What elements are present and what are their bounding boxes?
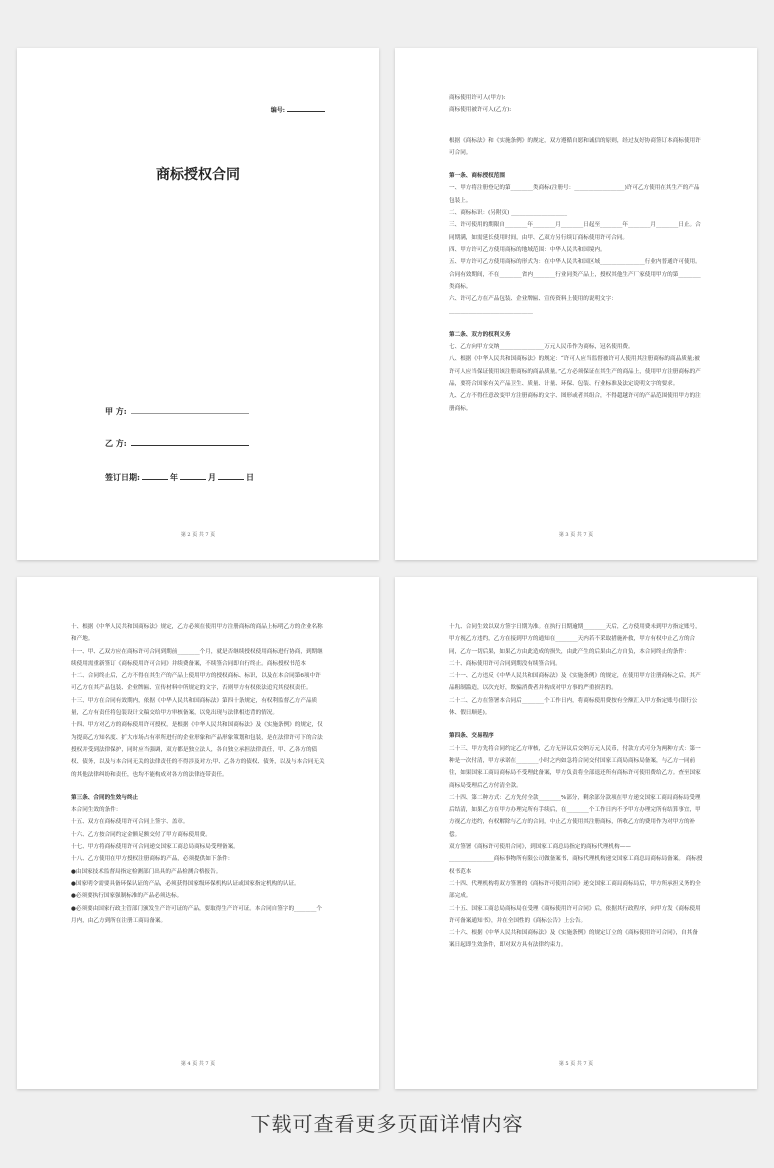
contract-page-3 <box>395 48 757 560</box>
paragraph: 七、乙方向甲方交纳________________万元人民币作为商标，冠名使用费。 <box>449 344 634 351</box>
page-body <box>71 621 325 927</box>
party-a-field: 甲 方: <box>105 406 249 417</box>
page-body <box>449 621 703 952</box>
paragraph: ●国家明令需要具备环保认证的产品，必须获得国家级环保机构认证或国家指定机构的认证。 <box>71 880 300 887</box>
paragraph: 二十三、甲方先将合同约定乙方审核，乙方无异议后交纳万元人民币，付款方式可分为两种方式：第一种是一次付清，甲方承诺在________小时之内如急将合同交付国家工商局商标局备案，与乙方一同前往，如果国家工商局商标局不受理此备案，甲方负责将全部退还所有商标许可使用费给乙方。查至国家商标局受理后乙方付清全款。 <box>449 745 701 789</box>
paragraph: 十五、双方在商标使用许可合同上签字、盖章。 <box>71 819 189 826</box>
paragraph: 商标使用许可人(甲方): <box>449 95 506 101</box>
paragraph: 六、许可乙方在产品包装、企业牌匾、宣传资料上使用的说明文字： <box>449 296 617 303</box>
section-heading: 第四条、交易程序 <box>449 733 494 740</box>
paragraph: 十二、合同终止后，乙方不得在其生产的产品上使用甲方的授权商标、标识，以及在本合同第6项中许可乙方在其产品包装、企业牌匾、宣传材料中所规定的文字，否则甲方有权依法追究其侵权责任。 <box>71 673 321 692</box>
page-number: 第 3 页 共 7 页 <box>558 532 594 538</box>
paragraph: 一、甲方将注册登记的第________类商标(注册号：__________________)许可乙方使用在其生产的产品包装上。 <box>449 185 700 204</box>
page-title: 商标授权合同 <box>156 167 240 183</box>
paragraph: 根据《商标法》和《实施条例》的规定，双方遵循自愿和诚信的原则，经过友好协商签订本商标使用许可合同。 <box>449 137 701 156</box>
paragraph: 本合同生效的条件： <box>71 807 122 814</box>
paragraph: ●必须要执行国家强制标准的产品必须达标。 <box>71 893 183 900</box>
paragraph: 二十一、乙方违反《中华人民共和国商标法》及《实施条例》的规定，在使用甲方注册商标之后，其产品粗制滥造，以次充好，欺骗消费者并构成对甲方事的严重损害的。 <box>449 673 701 692</box>
page-number: 第 2 页 共 7 页 <box>180 532 216 538</box>
paragraph: 二十、商标使用许可合同到期没有续签合同。 <box>449 660 561 667</box>
contract-number: 编号: <box>271 105 325 114</box>
paragraph: ________________商标事物所有限公司做备案书，商标代理机构递交国家工商总局商标局备案。 商标授权书范本 <box>449 856 703 875</box>
paragraph: 商标使用被许可人(乙方): <box>449 107 512 114</box>
paragraph: 三、许可使用的期限自________年________月________日起至________年________月________日止。合同期满，如需延长使用时间，由甲、乙双方另行续订商标使用许可合同。 <box>449 222 701 241</box>
sign-date-field: 签订日期: 年 月 日 <box>105 472 254 482</box>
paragraph <box>449 117 703 135</box>
paragraph: 二十二、乙方在签署本合同后________个工作日内，将商标使用费按有全额汇入甲方指定账号(银行公休、假日顺延)。 <box>449 697 698 717</box>
paragraph: 十四、甲方对乙方的商标使用许可授权，是根据《中华人民共和国商标法》及《实施条例》的规定，仅为提高乙方知名度、扩大市场占有率所进行的企业形象和产品形象策划和包装，是在法律许可下的合法授权并受到法律保护，同时应当强调，双方都是独立法人，各自独立承担法律责任，甲、乙各方的债权、债务，以及与本合同无关的法律责任的不得涉及对方;甲、乙各方的债权、债务，以及与本合同无关的其他法律纠纷和责任，也均不能构成对各方的法律连带责任。 <box>71 722 325 778</box>
section-heading: 第二条、双方的权利义务 <box>449 331 511 338</box>
paragraph: 十八、乙方使用在甲方授权注册商标的产品，必须提供如下条件： <box>71 856 234 863</box>
paragraph: 二、商标标识：(另附页) ____________________ <box>449 210 568 217</box>
paragraph: ●必须要由国家行政主管部门颁发生产许可证的产品，要取得生产许可证。本合同自签字的________个月内，由乙方到所在注册工商局备案。 <box>71 905 323 924</box>
paragraph: 双方签署《商标许可使用合同》，到国家工商总局指定的商标代理机构—— <box>449 844 631 851</box>
paragraph: 二十四、代理机构将双方签署的《商标许可使用合同》递交国家工商局商标局后，甲方所承担义务的全部完成。 <box>449 880 701 900</box>
paragraph: 十、根据《中华人民共和国商标法》规定，乙方必须在使用甲方注册商标的商品上标明乙方的企业名称和产地。 <box>71 624 323 643</box>
page-body <box>449 92 703 415</box>
paragraph: 二十六、根据《中华人民共和国商标法》及《实施条例》的规定订立的《商标使用许可合同》，自其备案日起即生效条件，即对双方具有法律约束力。 <box>449 930 698 949</box>
paragraph: 九、乙方不得任意改变甲方注册商标的文字、图形或者其组合，不得超越许可的产品范围使用甲方的注册商标。 <box>449 393 701 412</box>
paragraph: 十一、甲、乙双方应在商标许可合同到期前________个月，就是否继续授权使用商标进行协商，到期继续使用需重新签订《商标使用许可合同》并续费备案，不续签合同即自行终止。商标授权书范本 <box>71 648 323 667</box>
paragraph: 十七、甲方将商标使用许可合同递交国家工商总局商标局受理备案。 <box>71 844 239 851</box>
party-b-field: 乙 方: <box>105 438 249 449</box>
paragraph: 十六、乙方按合同约定金额足额交付了甲方商标使用费。 <box>71 831 211 838</box>
paragraph: 二十五、国家工商总局商标局在受理《商标使用许可合同》后，依据其行政程序，向甲方发《商标使用许可备案通知书》，并在全国性的《商标公告》上公告。 <box>449 905 701 924</box>
contract-page-4 <box>17 577 379 1089</box>
contract-number-blank <box>287 111 325 112</box>
paragraph: 八、根据《中华人民共和国商标法》的规定：“许可人应当监督被许可人使用其注册商标的商品质量;被许可人应当保证使用该注册商标的商品质量。”乙方必须保证在其生产的商品上，使用甲方注册商标的产品，要符合国家有关产品卫生、质量、计量、环保、包装、行业标准及法定说明文字的要求。 <box>449 356 701 387</box>
section-heading: 第一条、商标授权范围 <box>449 173 505 180</box>
paragraph: 十九、合同生效以双方签字日期为准。在执行日期逾期________天后，乙方使用费未到甲方指定账号，甲方视乙方违约，乙方在接到甲方的通知在________天内若不采取措施补救，甲方有权中止乙方的合同，乙方一切后果，如果乙方由此造成的损失，由此产生的后果由乙方自负，本合同终止的条件： <box>449 624 701 655</box>
page-number: 第 4 页 共 7 页 <box>180 1061 216 1067</box>
paragraph: 十三、甲方在合同有效期内，依据《中华人民共和国商标法》第四十条规定，有权利监督乙方产品质量，乙方有责任将包装设计文稿交给甲方审核备案，以免出现与法律相违背的情况。 <box>71 697 318 717</box>
contract-page-5 <box>395 577 757 1089</box>
cover-page <box>17 48 379 560</box>
paragraph: 四、甲方许可乙方使用商标的地域范围：中华人民共和国境内。 <box>449 246 606 253</box>
paragraph: 五、甲方许可乙方使用商标的形式为：在中华人民共和国区域________________行业内普通许可使用。合同有效期间，不在________省内________行业同类产品上，授权其他生产厂家使用甲方的第________类商标。 <box>449 259 701 290</box>
paragraph: 二十四、第二种方式：乙方先付全款________%部分，剩余部分款项在甲方递交国家工商局商标局受理后结清，如果乙方在甲方办理完所有手续后，在________个工作日内不予甲方办理完所有结算事宜，甲方视乙方违约，有权解除与乙方的合同，中止乙方使用其注册商标，所收乙方的费用作为对甲方的补偿。 <box>449 794 701 838</box>
page-number: 第 5 页 共 7 页 <box>558 1061 594 1067</box>
paragraph: ●由国家技术监督局指定检测部门出具的产品检测合格报告。 <box>71 868 222 875</box>
paragraph: ______________________________ <box>449 308 533 315</box>
download-caption: 下载可查看更多页面详情内容 <box>250 1112 524 1136</box>
section-heading: 第三条、合同的生效与终止 <box>71 794 139 801</box>
